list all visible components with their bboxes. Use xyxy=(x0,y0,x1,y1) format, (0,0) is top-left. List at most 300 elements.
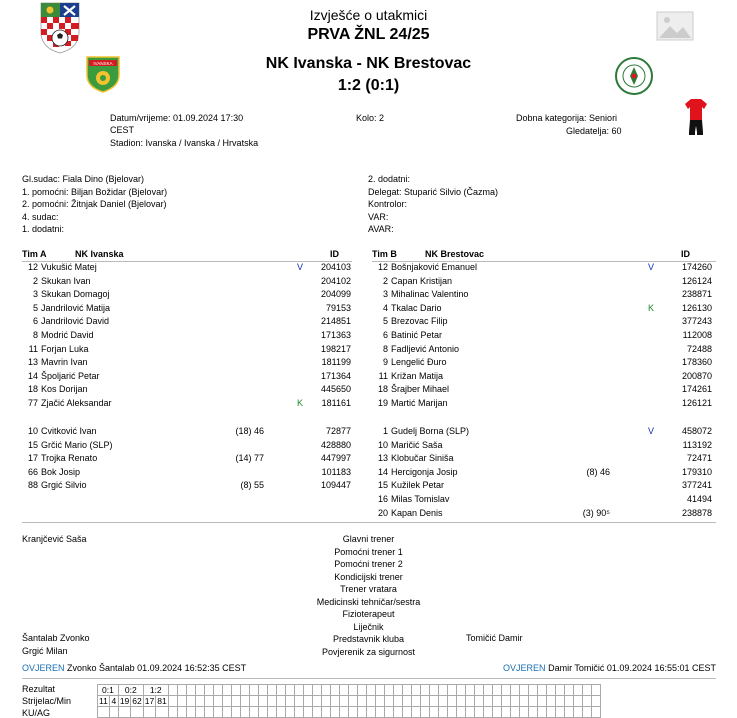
role-fitness: Kondicijski trener xyxy=(334,571,403,582)
player-row xyxy=(0,261,737,275)
player-name: Cvitković Ivan xyxy=(41,426,97,436)
empty-cell xyxy=(294,685,303,696)
scorer-cell xyxy=(321,696,330,707)
card-cell xyxy=(483,707,492,718)
empty-cell xyxy=(546,685,555,696)
player-id: 200870 xyxy=(681,370,712,381)
card-cell xyxy=(177,707,186,718)
staff-roles xyxy=(250,533,487,658)
scorer-cell xyxy=(330,696,339,707)
player-number: 77 xyxy=(27,398,38,408)
captain-mark: K xyxy=(296,398,303,408)
empty-cell xyxy=(222,685,231,696)
team-a-club-rep: Šantalab Zvonko xyxy=(22,633,90,643)
player-name: Grgić Silvio xyxy=(41,480,87,491)
player-id: 198217 xyxy=(320,343,351,354)
empty-cell xyxy=(591,685,600,696)
official-var: VAR: xyxy=(368,211,389,222)
team-b-verification xyxy=(503,662,716,675)
goalkeeper-mark: V xyxy=(647,262,654,272)
player-name: Fadljević Antonio xyxy=(391,343,460,354)
player-number: 18 xyxy=(377,384,388,395)
scorer-cell xyxy=(231,696,240,707)
player-row xyxy=(0,383,737,397)
player-name: Šrajber Mihael xyxy=(391,384,450,395)
player-name: Hercigonja Josip xyxy=(391,466,458,477)
card-cell xyxy=(276,707,285,718)
card-cell xyxy=(528,707,537,718)
match-stadium: Stadion: Ivanska / Ivanska / Hrvatska xyxy=(110,138,259,148)
card-cell xyxy=(321,707,330,718)
scorer-cell xyxy=(240,696,249,707)
player-name: Bošnjaković Emanuel xyxy=(391,262,478,272)
svg-text:IVANSKA: IVANSKA xyxy=(93,61,113,66)
empty-cell xyxy=(483,685,492,696)
empty-cell xyxy=(168,685,177,696)
empty-cell xyxy=(177,685,186,696)
card-cell xyxy=(411,707,420,718)
empty-cell xyxy=(348,685,357,696)
card-cell xyxy=(195,707,204,718)
card-cell xyxy=(222,707,231,718)
scorer-cell xyxy=(429,696,438,707)
player-number: 4 xyxy=(382,302,388,313)
scorer-cell xyxy=(447,696,456,707)
player-id: 171364 xyxy=(320,370,351,381)
player-row xyxy=(0,452,737,466)
match-title: NK Ivanska - NK Brestovac xyxy=(265,55,472,72)
player-number: 3 xyxy=(382,289,388,300)
scorer-cell xyxy=(348,696,357,707)
scorer-cell: 17 xyxy=(144,696,155,706)
card-cell xyxy=(429,707,438,718)
player-row xyxy=(0,302,737,316)
player-name: Vukušić Matej xyxy=(41,262,97,272)
summary-grid xyxy=(97,684,601,718)
empty-cell xyxy=(465,685,474,696)
player-id: 126130 xyxy=(681,302,712,313)
scorer-cell xyxy=(402,696,411,707)
scorer-cell: 19 xyxy=(119,696,130,706)
player-row xyxy=(0,370,737,384)
scorer-cell xyxy=(573,696,582,707)
scorer-cell xyxy=(186,696,195,707)
player-number: 17 xyxy=(27,453,38,464)
role-doctor: Liječnik xyxy=(353,621,384,632)
card-cell xyxy=(555,707,564,718)
player-name: Milas Tomislav xyxy=(391,494,450,504)
card-cell xyxy=(501,707,510,718)
player-id: 113192 xyxy=(682,439,712,450)
scorer-cell xyxy=(564,696,573,707)
empty-cell xyxy=(204,685,213,696)
scorer-cell xyxy=(519,696,528,707)
player-row xyxy=(0,288,737,302)
player-name: Kos Dorijan xyxy=(41,384,88,395)
competition-title: PRVA ŽNL 24/25 xyxy=(307,26,430,43)
official-controller: Kontrolor: xyxy=(368,199,408,209)
card-cell xyxy=(143,707,155,718)
team-a-verification xyxy=(22,662,246,675)
card-cell xyxy=(546,707,555,718)
role-assistant-1: Pomoćni trener 1 xyxy=(334,546,403,557)
card-cell xyxy=(267,707,276,718)
role-club-rep: Predstavnik kluba xyxy=(332,634,405,644)
player-number: 20 xyxy=(377,507,388,518)
empty-cell xyxy=(456,685,465,696)
player-substitution: (8) 55 xyxy=(240,480,264,491)
report-title: Izvješće o utakmici xyxy=(309,7,428,23)
empty-cell xyxy=(213,685,222,696)
scorer-cell xyxy=(339,696,348,707)
player-name: Batinić Petar xyxy=(391,330,443,340)
scorer-cell: 62 xyxy=(132,696,142,706)
official-delegate: Delegat: Stuparić Silvio (Čazma) xyxy=(368,186,499,197)
empty-cell xyxy=(357,685,366,696)
player-number: 8 xyxy=(382,343,388,354)
scorer-cell xyxy=(555,696,564,707)
card-cell xyxy=(231,707,240,718)
team-b-id-header: ID xyxy=(681,249,690,259)
player-name: Skukan Ivan xyxy=(41,275,91,286)
card-cell xyxy=(591,707,600,718)
empty-cell xyxy=(573,685,582,696)
player-id: 79153 xyxy=(325,302,351,313)
card-cell xyxy=(573,707,582,718)
goalkeeper-mark: V xyxy=(296,262,303,272)
player-id: 101183 xyxy=(321,466,351,477)
card-cell xyxy=(109,707,118,718)
player-id: 41494 xyxy=(686,494,712,504)
official-additional-2: 2. dodatni: xyxy=(368,174,411,184)
card-cell xyxy=(204,707,213,718)
card-cell xyxy=(519,707,528,718)
card-cell xyxy=(98,707,110,718)
player-name: Jandrilović David xyxy=(41,316,110,327)
empty-cell xyxy=(555,685,564,696)
card-cell xyxy=(564,707,573,718)
player-number: 12 xyxy=(377,262,388,272)
empty-cell xyxy=(501,685,510,696)
player-number: 11 xyxy=(28,343,38,354)
card-cell xyxy=(131,707,143,718)
empty-cell xyxy=(258,685,267,696)
card-cell xyxy=(393,707,402,718)
player-id: 109447 xyxy=(320,480,351,491)
scorer-cell xyxy=(177,696,186,707)
player-number: 18 xyxy=(27,384,38,395)
player-row xyxy=(0,439,737,453)
player-id: 181161 xyxy=(321,398,351,408)
empty-cell xyxy=(303,685,312,696)
player-number: 11 xyxy=(378,370,388,381)
player-name: Kužilek Petar xyxy=(391,480,445,491)
player-number: 16 xyxy=(377,494,388,504)
card-cell xyxy=(240,707,249,718)
scorer-cell xyxy=(366,696,375,707)
result-cell: 1:2 xyxy=(143,685,168,696)
card-cell xyxy=(348,707,357,718)
player-name: Modrić David xyxy=(41,330,94,340)
player-substitution: (18) 46 xyxy=(235,426,264,436)
player-number: 2 xyxy=(32,275,38,286)
empty-cell xyxy=(339,685,348,696)
empty-cell xyxy=(429,685,438,696)
empty-cell xyxy=(375,685,384,696)
player-number: 15 xyxy=(377,480,388,491)
player-name: Martić Marijan xyxy=(391,398,448,408)
scorer-cell xyxy=(528,696,537,707)
role-security: Povjerenik za sigurnost xyxy=(321,646,416,657)
player-number: 19 xyxy=(377,398,388,408)
player-id: 72488 xyxy=(686,343,712,354)
player-number: 13 xyxy=(377,453,388,464)
card-cell xyxy=(582,707,591,718)
player-id: 377241 xyxy=(681,480,712,491)
player-id: 204099 xyxy=(320,289,351,300)
team-b-club-rep: Tomičić Damir xyxy=(466,633,523,643)
player-number: 1 xyxy=(382,426,388,436)
player-id: 126121 xyxy=(681,398,712,408)
scorer-cell xyxy=(546,696,555,707)
summary-label-result: Rezultat xyxy=(22,684,56,694)
player-id: 428880 xyxy=(320,439,351,450)
player-id: 179310 xyxy=(681,466,712,477)
summary-label-scorer: Strijelac/Min xyxy=(22,696,72,706)
player-name: Zjačić Aleksandar xyxy=(41,398,112,408)
card-cell xyxy=(213,707,222,718)
card-cell xyxy=(249,707,258,718)
player-id: 238871 xyxy=(681,289,712,300)
card-cell xyxy=(438,707,447,718)
team-a-name: NK Ivanska xyxy=(75,249,124,259)
empty-cell xyxy=(420,685,429,696)
player-row xyxy=(0,356,737,370)
card-cell xyxy=(330,707,339,718)
scorer-cell xyxy=(501,696,510,707)
summary-label-cards: KU/AG xyxy=(22,708,51,718)
scorer-cell xyxy=(456,696,465,707)
result-cell: 0:2 xyxy=(118,685,143,696)
scorer-cell xyxy=(285,696,294,707)
player-name: Špoljarić Petar xyxy=(41,370,100,381)
team-a-label: Tim A xyxy=(22,249,47,259)
player-substitution: (8) 46 xyxy=(586,466,610,477)
card-cell xyxy=(258,707,267,718)
player-id: 178360 xyxy=(681,357,712,368)
player-number: 9 xyxy=(382,357,388,368)
scorer-cell xyxy=(195,696,204,707)
empty-cell xyxy=(564,685,573,696)
scorer-cell xyxy=(267,696,276,707)
player-name: Mavrin Ivan xyxy=(41,357,88,368)
player-row xyxy=(0,466,737,480)
team-a-head-coach: Kranjčević Saša xyxy=(22,534,87,544)
card-cell xyxy=(492,707,501,718)
empty-cell xyxy=(402,685,411,696)
card-cell xyxy=(303,707,312,718)
scorer-cell xyxy=(303,696,312,707)
scorer-cell xyxy=(591,696,600,707)
scorer-cell xyxy=(249,696,258,707)
empty-cell xyxy=(195,685,204,696)
kit-jersey-icon xyxy=(684,98,708,136)
empty-cell xyxy=(312,685,321,696)
player-id: 458072 xyxy=(681,426,712,436)
player-id: 238878 xyxy=(681,507,712,518)
card-cell xyxy=(465,707,474,718)
card-cell xyxy=(312,707,321,718)
empty-cell xyxy=(492,685,501,696)
scorer-cell xyxy=(420,696,429,707)
player-row xyxy=(0,315,737,329)
player-id: 72471 xyxy=(686,453,712,464)
nk-brestovac-logo xyxy=(614,56,654,96)
match-timezone: CEST xyxy=(110,125,135,135)
empty-cell xyxy=(438,685,447,696)
player-number: 14 xyxy=(377,466,388,477)
empty-cell xyxy=(393,685,402,696)
player-name: Tkalac Dario xyxy=(391,302,442,313)
scorer-cell xyxy=(222,696,231,707)
player-row xyxy=(0,275,737,289)
empty-cell xyxy=(285,685,294,696)
summary-divider xyxy=(22,678,716,679)
player-number: 12 xyxy=(27,262,38,272)
team-a-id-header: ID xyxy=(330,249,339,259)
official-additional-1: 1. dodatni: xyxy=(22,224,65,234)
player-row xyxy=(0,425,737,439)
team-a-verified-badge: OVJEREN xyxy=(22,663,65,673)
player-id: 445650 xyxy=(320,384,351,395)
player-row xyxy=(0,493,737,507)
player-row xyxy=(0,329,737,343)
player-name: Lengelić Đuro xyxy=(391,357,447,368)
card-cell xyxy=(375,707,384,718)
player-id: 377243 xyxy=(681,316,712,327)
match-score: 1:2 (0:1) xyxy=(337,77,400,94)
player-name: Forjan Luka xyxy=(41,343,89,354)
scorer-cell xyxy=(213,696,222,707)
player-id: 174261 xyxy=(681,384,712,395)
card-cell xyxy=(357,707,366,718)
spectators: Gledatelja: 60 xyxy=(566,126,622,136)
scorer-cell xyxy=(384,696,393,707)
player-row xyxy=(0,397,737,411)
player-name: Gudelj Borna (SLP) xyxy=(391,426,470,436)
empty-cell xyxy=(330,685,339,696)
player-id: 171363 xyxy=(320,330,351,340)
player-name: Maričić Saša xyxy=(391,439,443,450)
scorer-cell xyxy=(474,696,483,707)
player-number: 2 xyxy=(382,275,388,286)
role-head-coach: Glavni trener xyxy=(342,534,395,544)
scorer-cell xyxy=(510,696,519,707)
role-physio: Fizioterapeut xyxy=(342,609,395,619)
scorer-cell xyxy=(276,696,285,707)
staff-divider xyxy=(22,522,716,523)
scorer-cell xyxy=(204,696,213,707)
scorer-cell xyxy=(393,696,402,707)
player-number: 66 xyxy=(27,466,38,477)
team-b-verified-badge: OVJEREN xyxy=(503,663,546,673)
scorer-cell xyxy=(465,696,474,707)
card-cell xyxy=(456,707,465,718)
player-number: 13 xyxy=(27,357,38,368)
empty-cell xyxy=(249,685,258,696)
card-cell xyxy=(384,707,393,718)
card-cell xyxy=(447,707,456,718)
official-assistant-1: 1. pomoćni: Biljan Božidar (Bjelovar) xyxy=(22,186,168,197)
player-row xyxy=(0,507,737,521)
player-row xyxy=(0,343,737,357)
official-fourth: 4. sudac: xyxy=(22,211,59,222)
player-name: Capan Kristijan xyxy=(391,275,453,286)
player-row xyxy=(0,479,737,493)
empty-cell xyxy=(267,685,276,696)
player-number: 8 xyxy=(32,330,38,340)
scorer-cell xyxy=(483,696,492,707)
scorer-cell: 11 xyxy=(99,696,108,706)
role-medic: Medicinski tehničar/sestra xyxy=(316,596,421,607)
scorer-cell xyxy=(492,696,501,707)
scorer-cell xyxy=(438,696,447,707)
player-number: 5 xyxy=(32,302,38,313)
empty-cell xyxy=(510,685,519,696)
card-cell xyxy=(168,707,177,718)
player-number: 10 xyxy=(377,439,388,450)
empty-cell xyxy=(231,685,240,696)
card-cell xyxy=(537,707,546,718)
player-id: 181199 xyxy=(321,357,351,368)
player-id: 112008 xyxy=(682,330,712,340)
player-name: Trojka Renato xyxy=(41,453,98,464)
card-cell xyxy=(118,707,130,718)
player-name: Brezovac Filip xyxy=(391,316,448,327)
player-number: 5 xyxy=(382,316,388,327)
team-b-label: Tim B xyxy=(372,249,397,259)
scorer-cell xyxy=(168,696,177,707)
match-datetime: Datum/vrijeme: 01.09.2024 17:30 xyxy=(110,113,244,123)
player-id: 204102 xyxy=(320,275,351,286)
captain-mark: K xyxy=(647,302,654,313)
empty-cell xyxy=(519,685,528,696)
empty-cell xyxy=(240,685,249,696)
image-placeholder-icon xyxy=(656,11,694,41)
scorer-cell: 81 xyxy=(157,696,167,706)
player-id: 126124 xyxy=(681,275,712,286)
official-main-referee: Gl.sudac: Fiala Dino (Bjelovar) xyxy=(22,174,145,184)
player-name: Mihalinac Valentino xyxy=(391,289,469,300)
scorer-cell xyxy=(411,696,420,707)
team-a-security: Grgić Milan xyxy=(22,646,68,656)
empty-cell xyxy=(276,685,285,696)
empty-cell xyxy=(537,685,546,696)
role-assistant-2: Pomoćni trener 2 xyxy=(334,559,403,569)
player-name: Kapan Denis xyxy=(391,507,443,518)
empty-cell xyxy=(447,685,456,696)
player-id: 214851 xyxy=(320,316,351,327)
officials-right xyxy=(368,173,498,236)
player-name: Jandrilović Matija xyxy=(41,302,111,313)
empty-cell xyxy=(582,685,591,696)
role-gk-coach: Trener vratara xyxy=(340,584,397,594)
empty-cell xyxy=(186,685,195,696)
player-number: 3 xyxy=(32,289,38,300)
scorer-cell: 4 xyxy=(109,696,118,707)
empty-cell xyxy=(528,685,537,696)
team-b-verified-text: Damir Tomičić 01.09.2024 16:55:01 CEST xyxy=(548,663,716,673)
